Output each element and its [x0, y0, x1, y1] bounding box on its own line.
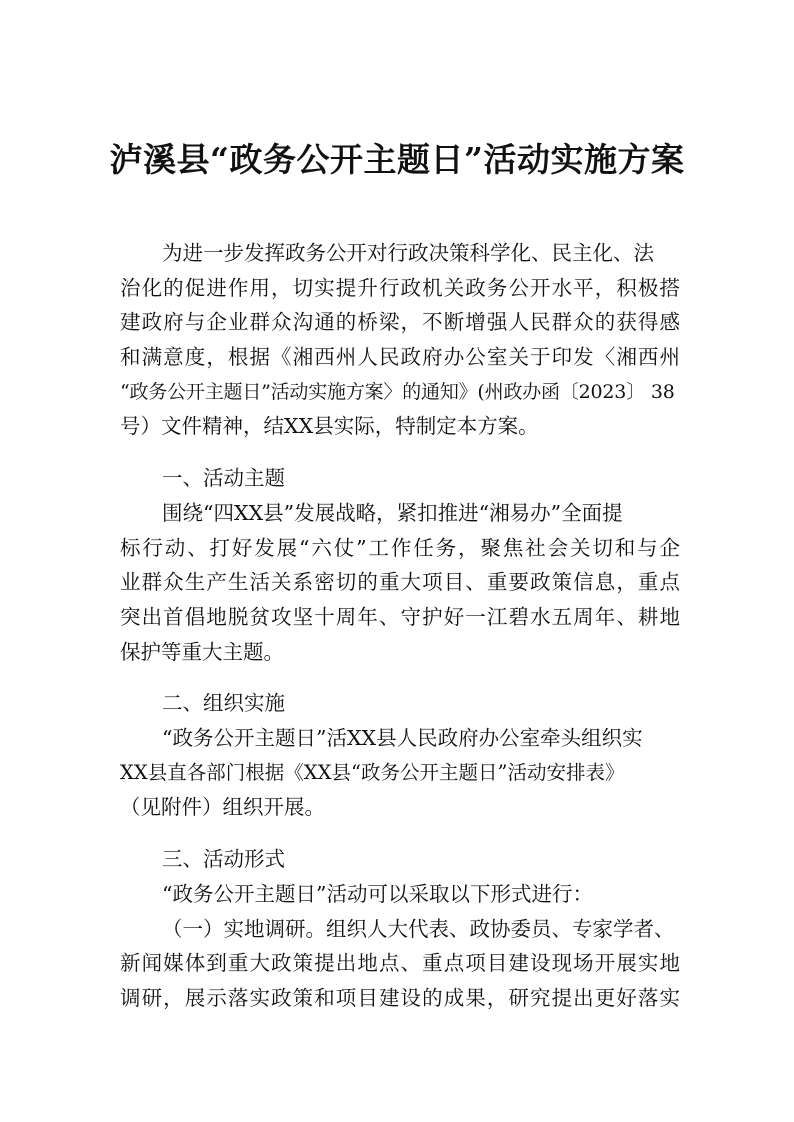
paragraph-line: 建政府与企业群众沟通的桥梁，不断增强人民群众的获得感	[120, 310, 680, 334]
paragraph-line: “政务公开主题日”活XX县人民政府办公室牵头组织实	[162, 726, 643, 750]
paragraph-line: 为进一步发挥政务公开对行政决策科学化、民主化、法	[162, 241, 654, 265]
section-heading: 一、活动主题	[162, 466, 285, 490]
paragraph-line: 标行动、打好发展“六仗”工作任务，聚焦社会关切和与企	[120, 536, 680, 560]
paragraph-line: 保护等重大主题。	[120, 640, 284, 664]
paragraph-line: 新闻媒体到重大政策提出地点、重点项目建设现场开展实地	[120, 951, 680, 975]
paragraph-line: “政务公开主题日”活动实施方案〉的通知》(州政办函〔2023〕 38	[120, 381, 675, 403]
paragraph-line: （一）实地调研。组织人大代表、政协委员、专家学者、	[162, 917, 675, 941]
paragraph-line: XX县直各部门根据《XX县“政务公开主题日”活动安排表》	[120, 761, 625, 784]
paragraph-line: （见附件）组织开展。	[120, 795, 325, 819]
paragraph-line: “政务公开主题日”活动可以采取以下形式进行：	[162, 882, 593, 906]
paragraph-line: 和满意度，根据《湘西州人民政府办公室关于印发〈湘西州	[120, 345, 680, 369]
paragraph-line: 围绕“四XX县”发展战略，紧扣推进“湘易办”全面提	[162, 501, 623, 525]
section-heading: 二、组织实施	[162, 691, 285, 715]
section-heading: 三、活动形式	[162, 847, 285, 871]
paragraph-line: 业群众生产生活关系密切的重大项目、重要政策信息，重点	[120, 570, 680, 594]
document-title: 泸溪县“政务公开主题日”活动实施方案	[109, 140, 685, 179]
paragraph-line: 突出首倡地脱贫攻坚十周年、守护好一江碧水五周年、耕地	[120, 605, 680, 629]
paragraph-line: 调研，展示落实政策和项目建设的成果，研究提出更好落实	[120, 986, 680, 1010]
paragraph-line: 治化的促进作用，切实提升行政机关政务公开水平，积极搭	[120, 276, 680, 300]
paragraph-line: 号）文件精神，结XX县实际，特制定本方案。	[120, 414, 539, 438]
